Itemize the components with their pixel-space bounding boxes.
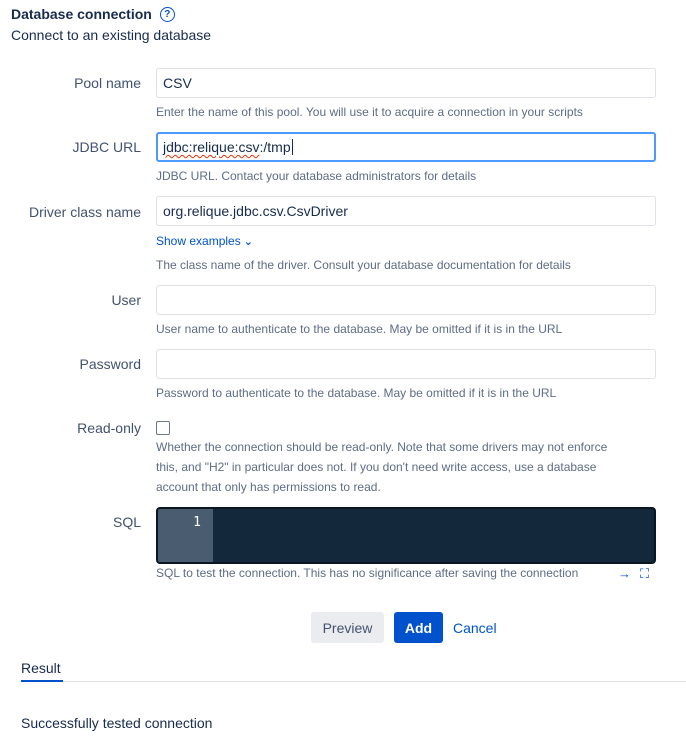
sql-tools — [618, 566, 649, 582]
password-input[interactable] — [156, 349, 656, 379]
line-number-gutter — [158, 509, 213, 562]
preview-button[interactable]: Preview — [311, 612, 384, 643]
read-only-checkbox[interactable] — [156, 421, 170, 435]
result-message: Successfully tested connection — [21, 715, 213, 731]
text-caret — [292, 139, 293, 155]
user-help: User name to authenticate to the database. May be omitted if it is in the URL — [156, 322, 563, 336]
tab-result[interactable]: Result — [21, 660, 61, 676]
driver-class-input[interactable] — [156, 196, 656, 226]
user-label: User — [111, 292, 141, 308]
user-input[interactable] — [156, 285, 656, 315]
action-buttons — [311, 612, 507, 643]
driver-class-label: Driver class name — [28, 204, 141, 220]
tab-active-indicator — [21, 680, 63, 682]
page-title: Database connection — [11, 6, 152, 22]
read-only-help-line-3: account that only has permissions to read. — [156, 480, 381, 494]
add-button[interactable]: Add — [394, 612, 443, 643]
fullscreen-icon[interactable]: ⛶ — [640, 566, 650, 581]
read-only-help-line-1: Whether the connection should be read-only. Note that some drivers may not enforce — [156, 440, 608, 454]
read-only-help-line-2: this, and "H2" in particular does not. If you don't need write access, use a database — [156, 460, 597, 474]
pool-name-input[interactable] — [156, 68, 656, 98]
sql-help: SQL to test the connection. This has no significance after saving the connection — [156, 566, 579, 580]
sql-editor[interactable] — [156, 507, 656, 564]
help-icon[interactable]: ? — [160, 7, 175, 22]
jdbc-url-label: JDBC URL — [72, 139, 141, 155]
driver-class-help: The class name of the driver. Consult your database documentation for details — [156, 258, 571, 272]
show-examples-link[interactable] — [156, 234, 253, 248]
driver-class-value: org.relique.jdbc.csv.CsvDriver — [163, 203, 348, 219]
tab-divider — [21, 681, 686, 682]
password-label: Password — [79, 356, 141, 372]
line-number: 1 — [193, 515, 201, 530]
pool-name-help: Enter the name of this pool. You will use it to acquire a connection in your scripts — [156, 105, 583, 119]
jdbc-url-value-misspelled: jdbc:relique:csv — [163, 139, 260, 155]
chevron-double-down-icon: ⌄ — [243, 236, 253, 248]
pool-name-value: CSV — [163, 75, 192, 91]
read-only-label: Read-only — [77, 420, 141, 436]
sql-label: SQL — [112, 514, 141, 530]
arrow-right-icon[interactable]: → — [618, 566, 631, 581]
page-header — [11, 5, 211, 43]
jdbc-url-value-rest: :/tmp — [259, 139, 291, 155]
jdbc-url-help: JDBC URL. Contact your database administrators for details — [156, 169, 477, 183]
pool-name-label: Pool name — [74, 75, 141, 91]
cancel-button[interactable]: Cancel — [453, 619, 497, 636]
page-subtitle: Connect to an existing database — [11, 27, 212, 43]
jdbc-url-input[interactable] — [156, 132, 656, 162]
show-examples-label: Show examples — [156, 234, 241, 248]
password-help: Password to authenticate to the database. May be omitted if it is in the URL — [156, 386, 557, 400]
